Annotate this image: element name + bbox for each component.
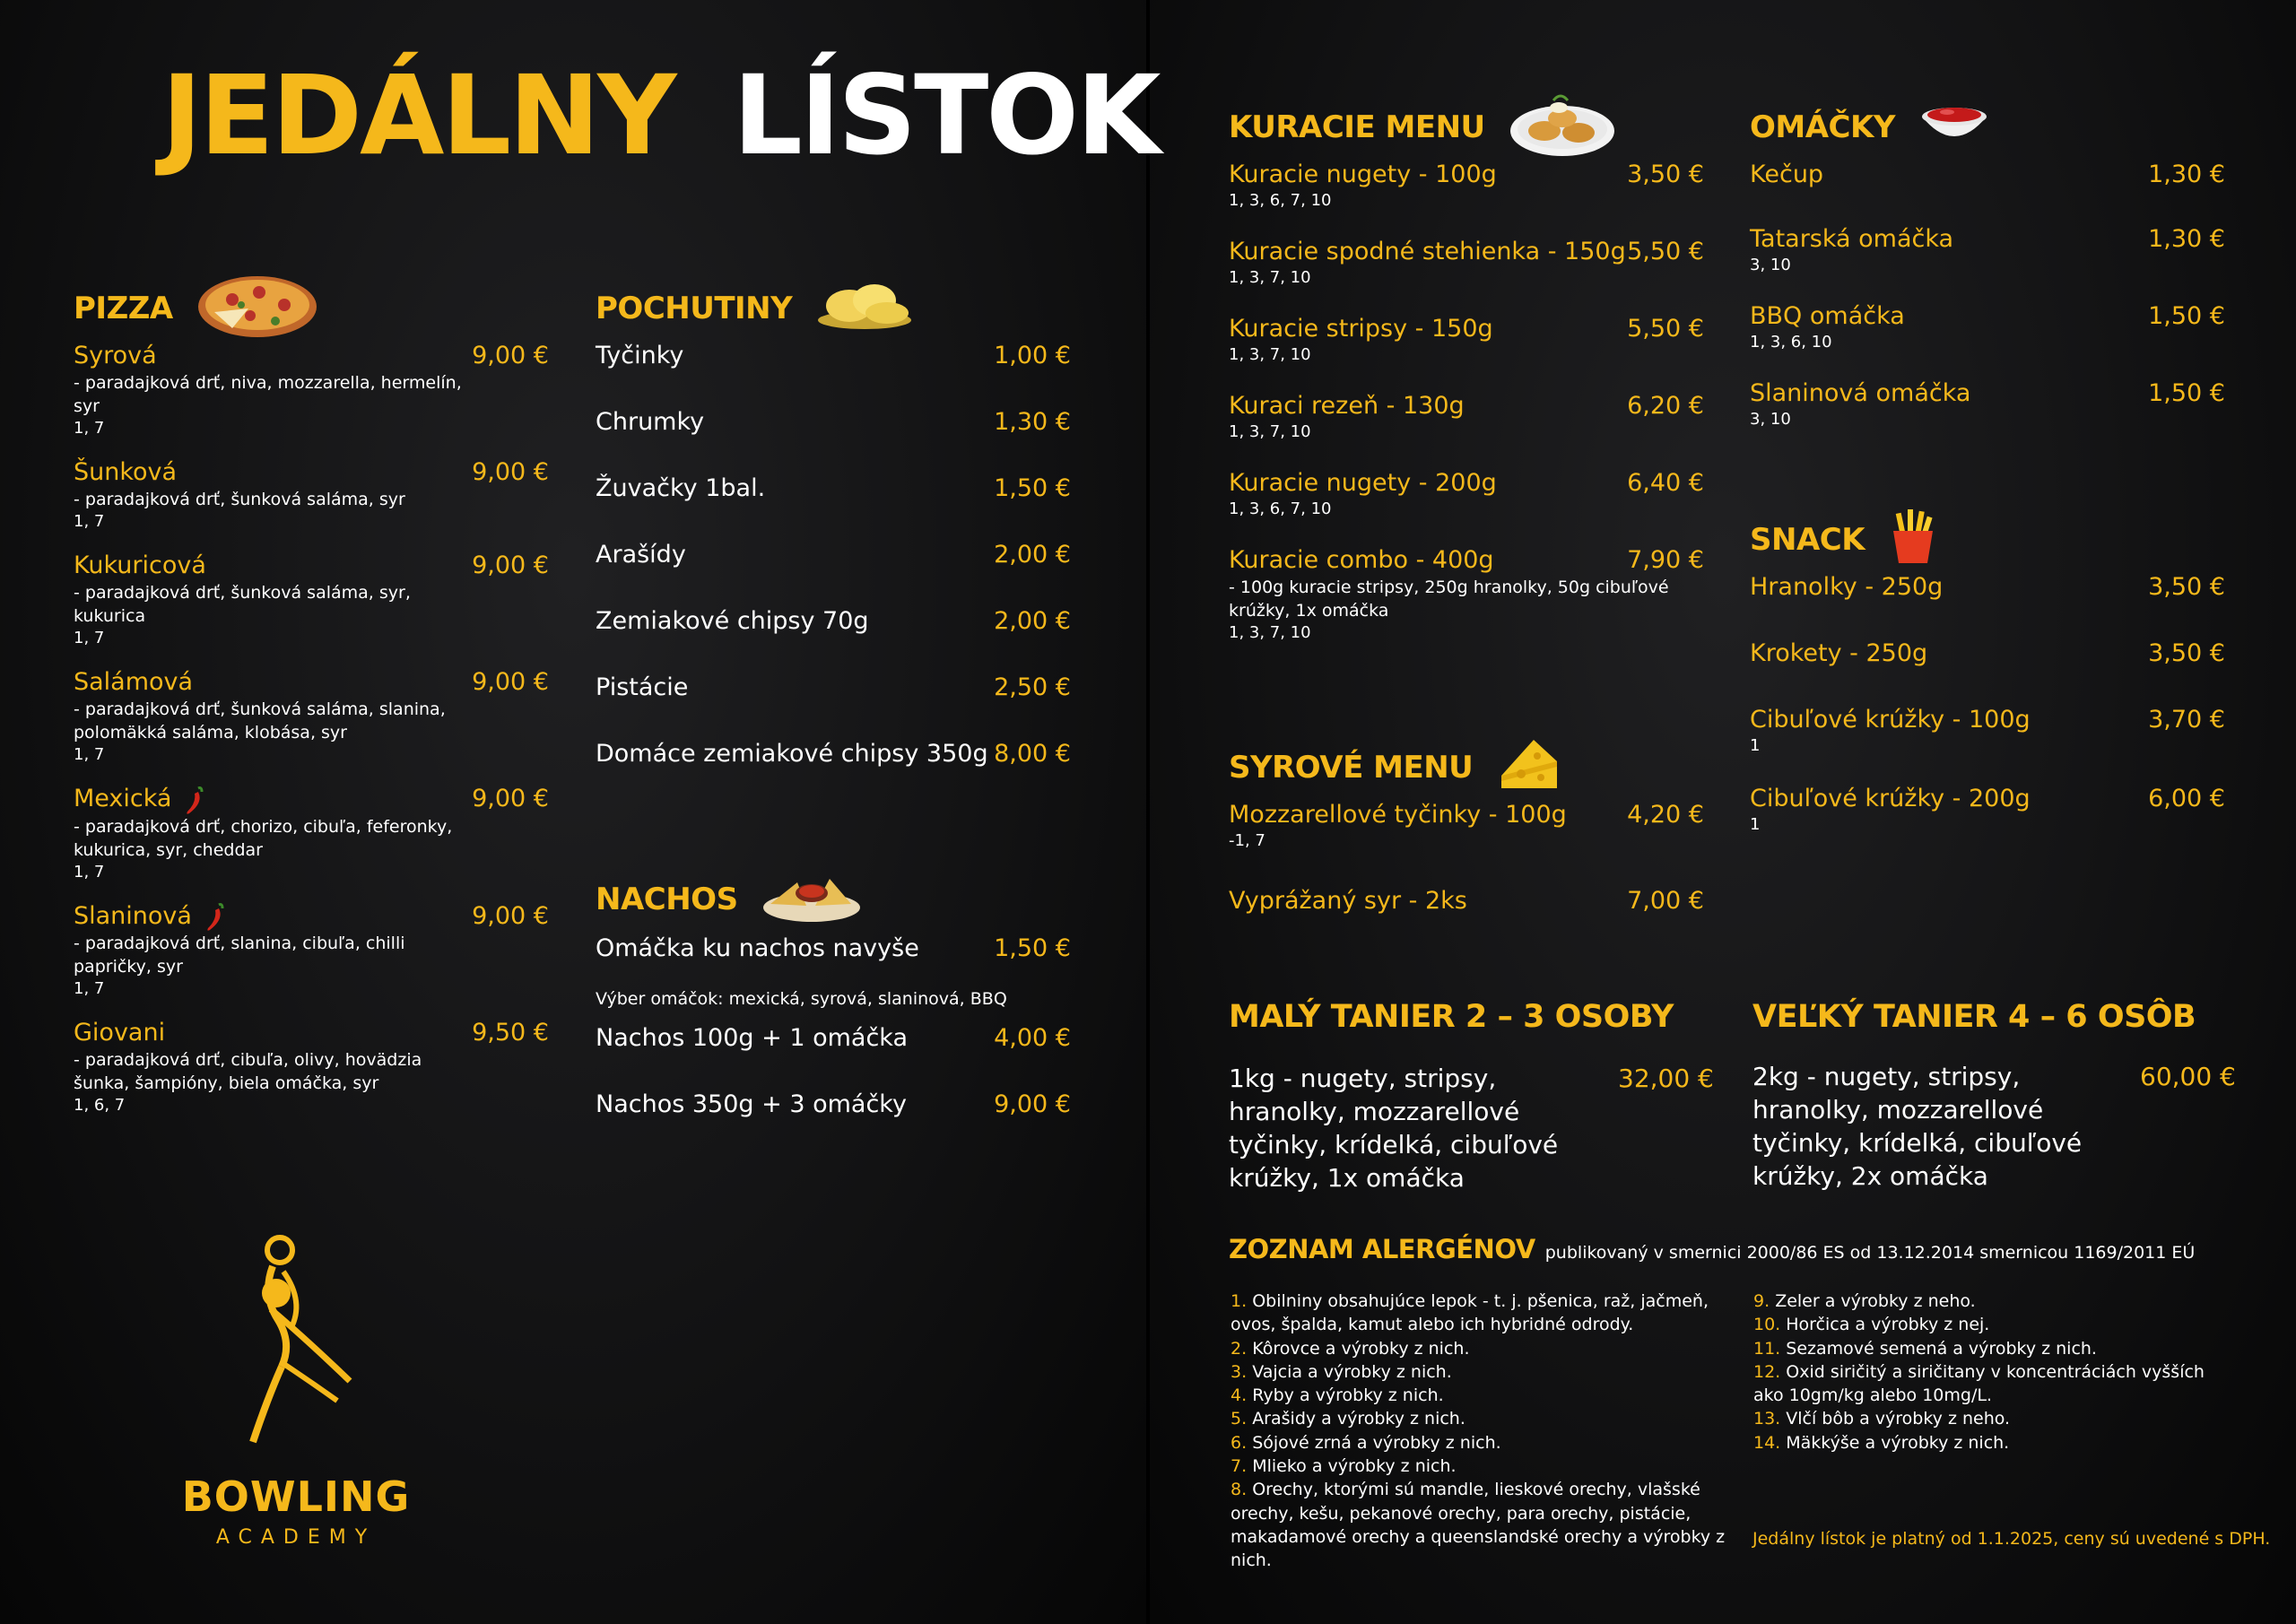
item-price: 1,30 € xyxy=(2148,161,2225,188)
item-price: 2,50 € xyxy=(994,673,1071,701)
item-name-wrap xyxy=(596,739,988,769)
item-allergens: 1, 7 xyxy=(74,862,105,881)
allergen-text: Mäkkýše a výrobky z nich. xyxy=(1786,1432,2010,1453)
item-name: Kečup xyxy=(1750,161,1824,188)
menu-item xyxy=(596,739,1071,769)
snack-heading-text: SNACK xyxy=(1750,522,1866,558)
item-name-wrap xyxy=(1229,237,1626,267)
menu-item xyxy=(596,673,1071,703)
menu-title xyxy=(161,52,1159,179)
menu-item xyxy=(1750,572,2225,603)
item-price: 1,50 € xyxy=(2148,302,2225,330)
item-price: 9,00 € xyxy=(472,458,549,486)
item-row xyxy=(1750,572,2225,603)
item-row xyxy=(1229,800,1704,830)
item-description: - paradajková drť, slanina, cibuľa, chilli papričky, syr xyxy=(74,934,405,977)
omacky-section xyxy=(1750,100,2225,456)
item-row xyxy=(74,341,549,371)
bowler-figure-icon xyxy=(179,1230,413,1463)
item-description: - paradajková drť, cibuľa, olivy, hovädzia šunka, šampióny, biela omáčka, syr xyxy=(74,1050,422,1093)
item-allergens: 1, 3, 7, 10 xyxy=(1229,268,1311,287)
item-price: 5,50 € xyxy=(1627,315,1704,343)
item-name: Arašídy xyxy=(596,541,686,569)
cheese-icon xyxy=(1496,734,1561,802)
item-name: Domáce zemiakové chipsy 350g xyxy=(596,740,988,768)
nachos-sauce-note: Výber omáčok: mexická, syrová, slaninová, BBQ xyxy=(596,989,1007,1009)
snack-heading xyxy=(1750,513,2225,567)
menu-item xyxy=(596,341,1071,371)
menu-item xyxy=(74,784,549,883)
item-name: Hranolky - 250g xyxy=(1750,573,1944,601)
title-word-1: JEDÁLNY xyxy=(161,52,674,179)
item-price: 1,50 € xyxy=(994,474,1071,502)
chili-pepper-icon xyxy=(182,785,205,815)
allergen-title: ZOZNAM ALERGÉNOV xyxy=(1229,1234,1535,1264)
item-row xyxy=(74,784,549,815)
item-name-wrap xyxy=(1229,314,1493,344)
kuracie-section xyxy=(1229,100,1704,669)
item-row xyxy=(596,341,1071,371)
allergen-entry xyxy=(1231,1360,1742,1384)
item-row xyxy=(1750,301,2225,332)
allergen-number: 3. xyxy=(1231,1361,1248,1382)
item-name: Žuvačky 1bal. xyxy=(596,474,766,502)
allergen-heading xyxy=(1229,1234,2195,1264)
item-price: 9,00 € xyxy=(994,1090,1071,1118)
allergen-number: 4. xyxy=(1231,1385,1248,1406)
pizza-heading xyxy=(74,282,549,335)
item-allergens: 1, 7 xyxy=(74,745,105,764)
allergen-number: 11. xyxy=(1753,1338,1781,1359)
item-name: Nachos 350g + 3 omáčky xyxy=(596,1090,907,1118)
item-row xyxy=(1229,160,1704,190)
syrove-list xyxy=(1229,800,1704,916)
item-name: Kuracie combo - 400g xyxy=(1229,546,1494,574)
item-description: - 100g kuracie stripsy, 250g hranolky, 50g cibuľové krúžky, 1x omáčka xyxy=(1229,578,1669,621)
menu-item xyxy=(1229,468,1704,520)
item-row xyxy=(1229,237,1704,267)
item-row xyxy=(596,673,1071,703)
item-row xyxy=(1750,378,2225,409)
allergen-number: 7. xyxy=(1231,1456,1248,1477)
small-plate-price: 32,00 € xyxy=(1618,1064,1714,1093)
chips-icon xyxy=(815,274,914,344)
item-name: Omáčka ku nachos navyše xyxy=(596,934,919,962)
allergen-text: Orechy, ktorými sú mandle, lieskové orechy, vlašské orechy, kešu, pekanové orechy, para orechy, pistácie, makadamové orechy a queenslandské orechy a výrobky z nich. xyxy=(1231,1480,1726,1571)
large-plate-text: 2kg - nugety, stripsy, hranolky, mozzarellové tyčinky, krídelká, cibuľové krúžky, 2x omáčka xyxy=(1752,1062,2083,1191)
kuracie-heading xyxy=(1229,100,1704,154)
pizza-heading-text: PIZZA xyxy=(74,291,173,326)
item-price: 9,00 € xyxy=(472,551,549,579)
item-name: BBQ omáčka xyxy=(1750,302,1905,330)
allergen-entry xyxy=(1231,1478,1742,1572)
allergen-number: 5. xyxy=(1231,1409,1248,1429)
item-price: 3,70 € xyxy=(2148,706,2225,734)
item-allergens: 1, 7 xyxy=(74,512,105,531)
item-row xyxy=(596,1023,1071,1054)
item-name-wrap xyxy=(74,1018,165,1048)
bowling-academy-logo xyxy=(179,1230,413,1553)
item-name: Vyprážaný syr - 2ks xyxy=(1229,887,1467,915)
item-name: Pistácie xyxy=(596,673,689,701)
item-row xyxy=(596,739,1071,769)
allergen-number: 12. xyxy=(1753,1361,1781,1382)
nachos-list xyxy=(596,1023,1071,1120)
allergen-text: Obilniny obsahujúce lepok - t. j. pšenica, raž, jačmeň, ovos, špalda, kamut alebo ich hybridné odrody. xyxy=(1231,1291,1709,1335)
menu-item xyxy=(74,1018,549,1116)
item-name-wrap xyxy=(596,341,683,371)
fries-icon xyxy=(1888,509,1938,571)
logo-word: BOWLING xyxy=(181,1472,411,1521)
allergen-text: Mlieko a výrobky z nich. xyxy=(1252,1456,1457,1477)
item-name-wrap xyxy=(74,784,205,815)
item-name: Mozzarellové tyčinky - 100g xyxy=(1229,801,1567,829)
nachos-extra-item xyxy=(596,934,1071,964)
menu-item xyxy=(1750,224,2225,276)
item-price: 1,30 € xyxy=(2148,225,2225,253)
item-row xyxy=(1229,545,1704,576)
menu-item xyxy=(1750,784,2225,836)
item-row xyxy=(1229,886,1704,916)
item-name: Kuraci rezeň - 130g xyxy=(1229,392,1465,420)
nachos-section xyxy=(596,873,1071,1156)
item-price: 3,50 € xyxy=(1627,161,1704,188)
pochutiny-list xyxy=(596,341,1071,769)
item-row xyxy=(1750,160,2225,190)
snack-section xyxy=(1750,513,2225,863)
item-description: - paradajková drť, niva, mozzarella, hermelín, syr xyxy=(74,373,462,416)
allergen-list-right xyxy=(1753,1290,2238,1455)
allergen-text: Sójové zrná a výrobky z nich. xyxy=(1252,1432,1501,1453)
item-name-wrap xyxy=(596,1023,908,1054)
item-row xyxy=(1229,314,1704,344)
item-name-wrap xyxy=(596,540,686,570)
allergen-entry xyxy=(1231,1455,1742,1478)
item-name: Syrová xyxy=(74,342,157,369)
item-name-wrap xyxy=(1750,784,2031,814)
item-description: - paradajková drť, šunková saláma, slanina, polomäkká saláma, klobása, syr xyxy=(74,699,446,743)
menu-item xyxy=(1750,638,2225,669)
item-row xyxy=(596,606,1071,637)
allergen-entry xyxy=(1753,1313,2238,1336)
title-word-2: LÍSTOK xyxy=(733,52,1159,179)
item-allergens: 1, 3, 7, 10 xyxy=(1229,345,1311,364)
item-price: 9,00 € xyxy=(472,342,549,369)
item-row xyxy=(1750,638,2225,669)
item-allergens: 1 xyxy=(1750,815,1761,834)
item-allergens: 3, 10 xyxy=(1750,410,1791,429)
allergen-entry xyxy=(1753,1407,2238,1430)
allergen-subtitle: publikovaný v smernici 2000/86 ES od 13.12.2014 smernicou 1169/2011 EÚ xyxy=(1544,1243,2196,1263)
item-price: 9,00 € xyxy=(472,785,549,812)
omacky-list xyxy=(1750,160,2225,430)
nachos-icon xyxy=(761,866,862,934)
item-allergens: 1, 7 xyxy=(74,629,105,647)
menu-item xyxy=(1229,886,1704,916)
menu-item xyxy=(596,473,1071,504)
item-name-wrap xyxy=(1229,545,1494,576)
allergen-entry xyxy=(1753,1360,2238,1408)
item-name-wrap xyxy=(74,457,177,488)
item-name: Cibuľové krúžky - 100g xyxy=(1750,706,2031,734)
menu-item xyxy=(74,667,549,766)
page-spine xyxy=(1146,0,1150,1624)
allergen-entry xyxy=(1753,1337,2238,1360)
item-name-wrap xyxy=(1750,301,1905,332)
item-name-wrap xyxy=(596,673,688,703)
item-row xyxy=(1229,391,1704,421)
menu-item xyxy=(1750,705,2225,757)
allergen-text: Oxid siričitý a siričitany v koncentráciách vyšších ako 10gm/kg alebo 10mg/L. xyxy=(1753,1361,2205,1406)
item-row xyxy=(74,901,549,933)
allergen-number: 14. xyxy=(1753,1432,1781,1453)
item-name-wrap xyxy=(1750,638,1927,669)
item-name-wrap xyxy=(1750,160,1823,190)
menu-item xyxy=(1750,378,2225,430)
item-price: 4,00 € xyxy=(994,1024,1071,1052)
item-price: 6,20 € xyxy=(1627,392,1704,420)
item-allergens: 3, 10 xyxy=(1750,256,1791,274)
item-price: 1,00 € xyxy=(994,342,1071,369)
allergen-entry xyxy=(1753,1431,2238,1455)
item-name: Kuracie stripsy - 150g xyxy=(1229,315,1493,343)
item-price: 7,00 € xyxy=(1627,887,1704,915)
item-name: Slaninová omáčka xyxy=(1750,379,1971,407)
kuracie-list xyxy=(1229,160,1704,644)
item-name-wrap xyxy=(74,901,226,933)
item-row xyxy=(596,473,1071,504)
menu-item xyxy=(74,551,549,649)
item-name: Tyčinky xyxy=(596,342,684,369)
item-price: 3,50 € xyxy=(2148,573,2225,601)
allergen-entry xyxy=(1231,1384,1742,1407)
item-name: Tatarská omáčka xyxy=(1750,225,1954,253)
allergen-text: Horčica a výrobky z nej. xyxy=(1786,1315,1990,1335)
allergen-number: 9. xyxy=(1753,1291,1770,1311)
item-name: Krokety - 250g xyxy=(1750,639,1928,667)
item-description: - paradajková drť, chorizo, cibuľa, feferonky, kukurica, syr, cheddar xyxy=(74,816,453,860)
item-name-wrap xyxy=(1229,391,1465,421)
omacky-heading-text: OMÁČKY xyxy=(1750,109,1895,145)
item-price: 1,50 € xyxy=(994,934,1071,962)
item-price: 7,90 € xyxy=(1627,546,1704,574)
allergen-list-left xyxy=(1231,1290,1742,1573)
item-name: Giovani xyxy=(74,1019,166,1046)
menu-item xyxy=(74,457,549,533)
item-description: - paradajková drť, šunková saláma, syr xyxy=(74,490,405,509)
item-name: Mexická xyxy=(74,785,172,812)
item-allergens: 1, 3, 6, 10 xyxy=(1750,333,1832,352)
large-plate-title: VEĽKÝ TANIER 4 – 6 OSÔB xyxy=(1752,999,2196,1035)
allergen-number: 6. xyxy=(1231,1432,1248,1453)
item-description: - paradajková drť, šunková saláma, syr, kukurica xyxy=(74,583,411,626)
allergen-entry xyxy=(1231,1431,1742,1455)
item-price: 9,00 € xyxy=(472,901,549,930)
item-allergens: 1, 3, 7, 10 xyxy=(1229,623,1311,642)
item-allergens: 1, 3, 6, 7, 10 xyxy=(1229,191,1332,210)
validity-note: Jedálny lístok je platný od 1.1.2025, ceny sú uvedené s DPH. xyxy=(1752,1529,2271,1549)
item-name-wrap xyxy=(1229,160,1497,190)
snack-list xyxy=(1750,572,2225,836)
allergen-text: Sezamové semená a výrobky z nich. xyxy=(1786,1338,2097,1359)
item-price: 6,40 € xyxy=(1627,469,1704,497)
chicken-nuggets-icon xyxy=(1509,88,1616,168)
item-row xyxy=(596,1090,1071,1120)
menu-item xyxy=(74,341,549,439)
item-price: 2,00 € xyxy=(994,541,1071,569)
item-name: Cibuľové krúžky - 200g xyxy=(1750,785,2031,812)
syrove-heading xyxy=(1229,741,1704,795)
allergen-entry xyxy=(1231,1407,1742,1430)
menu-item xyxy=(1229,545,1704,644)
item-name-wrap xyxy=(1750,378,1970,409)
item-row xyxy=(74,457,549,488)
item-row xyxy=(74,551,549,581)
allergen-entry xyxy=(1231,1290,1742,1337)
item-row xyxy=(1750,224,2225,255)
item-name: Salámová xyxy=(74,668,194,696)
allergen-text: Ryby a výrobky z nich. xyxy=(1252,1385,1444,1406)
item-row xyxy=(596,407,1071,438)
item-row xyxy=(1229,468,1704,499)
menu-item xyxy=(1750,160,2225,190)
item-price: 9,50 € xyxy=(472,1019,549,1046)
menu-item xyxy=(1229,314,1704,366)
ketchup-bowl-icon xyxy=(1918,99,1990,157)
item-allergens: 1, 7 xyxy=(74,979,105,998)
allergen-text: Vlčí bôb a výrobky z neho. xyxy=(1786,1409,2011,1429)
chili-pepper-icon xyxy=(203,901,226,932)
item-name-wrap xyxy=(596,407,704,438)
item-name: Kuracie spodné stehienka - 150g xyxy=(1229,238,1626,265)
item-allergens: 1, 3, 7, 10 xyxy=(1229,422,1311,441)
item-name: Kukuricová xyxy=(74,551,206,579)
allergen-entry xyxy=(1231,1337,1742,1360)
allergen-number: 8. xyxy=(1231,1480,1248,1500)
small-plate-text: 1kg - nugety, stripsy, hranolky, mozzarellové tyčinky, krídelká, cibuľové krúžky, 1x omáčka xyxy=(1229,1064,1559,1193)
item-name-wrap xyxy=(1229,468,1497,499)
omacky-heading xyxy=(1750,100,2225,154)
item-name-wrap xyxy=(1229,800,1567,830)
item-name-wrap xyxy=(1750,705,2031,735)
item-name: Zemiakové chipsy 70g xyxy=(596,607,869,635)
nachos-heading xyxy=(596,873,1071,926)
item-allergens: 1 xyxy=(1750,736,1761,755)
item-row xyxy=(74,667,549,698)
item-name: Kuracie nugety - 100g xyxy=(1229,161,1497,188)
item-price: 8,00 € xyxy=(994,740,1071,768)
allergen-number: 2. xyxy=(1231,1338,1248,1359)
syrove-section xyxy=(1229,741,1704,951)
menu-item xyxy=(596,1023,1071,1054)
item-name: Slaninová xyxy=(74,901,192,930)
item-name-wrap xyxy=(1750,224,1953,255)
pizza-list xyxy=(74,341,549,1116)
item-name: Šunková xyxy=(74,458,178,486)
item-allergens: 1, 7 xyxy=(74,419,105,438)
menu-item xyxy=(74,901,549,1001)
logo-subword: ACADEMY xyxy=(215,1526,377,1549)
menu-item xyxy=(596,1090,1071,1120)
large-plate-price: 60,00 € xyxy=(2140,1062,2236,1091)
item-price: 2,00 € xyxy=(994,607,1071,635)
menu-item xyxy=(596,407,1071,438)
item-allergens: -1, 7 xyxy=(1229,831,1265,850)
item-name-wrap xyxy=(74,551,206,581)
pizza-icon xyxy=(196,269,318,349)
nachos-heading-text: NACHOS xyxy=(596,881,738,917)
pochutiny-section xyxy=(596,282,1071,805)
item-name-wrap xyxy=(1229,886,1467,916)
item-price: 3,50 € xyxy=(2148,639,2225,667)
allergen-text: Arašidy a výrobky z nich. xyxy=(1252,1409,1465,1429)
small-plate-title: MALÝ TANIER 2 – 3 OSOBY xyxy=(1229,999,1674,1035)
item-name: Kuracie nugety - 200g xyxy=(1229,469,1497,497)
allergen-entry xyxy=(1753,1290,2238,1313)
allergen-text: Vajcia a výrobky z nich. xyxy=(1252,1361,1452,1382)
item-name-wrap xyxy=(596,473,765,504)
item-name: Chrumky xyxy=(596,408,705,436)
item-name-wrap xyxy=(74,341,157,371)
item-name-wrap xyxy=(596,1090,907,1120)
item-name-wrap xyxy=(74,667,193,698)
item-price: 5,50 € xyxy=(1627,238,1704,265)
item-price: 4,20 € xyxy=(1627,801,1704,829)
allergen-number: 1. xyxy=(1231,1291,1248,1311)
item-row xyxy=(74,1018,549,1048)
allergen-text: Kôrovce a výrobky z nich. xyxy=(1252,1338,1470,1359)
item-price: 9,00 € xyxy=(472,668,549,696)
item-allergens: 1, 3, 6, 7, 10 xyxy=(1229,499,1332,518)
item-allergens: 1, 6, 7 xyxy=(74,1096,126,1115)
pizza-section xyxy=(74,282,549,1134)
syrove-heading-text: SYROVÉ MENU xyxy=(1229,750,1474,786)
pochutiny-heading xyxy=(596,282,1071,335)
item-name-wrap xyxy=(1750,572,1943,603)
menu-item xyxy=(1229,237,1704,289)
item-name: Nachos 100g + 1 omáčka xyxy=(596,1024,909,1052)
menu-item xyxy=(1229,160,1704,212)
menu-item xyxy=(1229,800,1704,852)
item-price: 6,00 € xyxy=(2148,785,2225,812)
item-row xyxy=(596,540,1071,570)
item-row xyxy=(1750,784,2225,814)
item-price: 1,30 € xyxy=(994,408,1071,436)
item-name-wrap xyxy=(596,606,869,637)
item-price: 1,50 € xyxy=(2148,379,2225,407)
menu-item xyxy=(1229,391,1704,443)
allergen-text: Zeler a výrobky z neho. xyxy=(1775,1291,1976,1311)
menu-item xyxy=(596,606,1071,637)
kuracie-heading-text: KURACIE MENU xyxy=(1229,109,1485,145)
item-row xyxy=(1750,705,2225,735)
menu-item xyxy=(1750,301,2225,353)
allergen-number: 13. xyxy=(1753,1409,1781,1429)
menu-item xyxy=(596,540,1071,570)
pochutiny-heading-text: POCHUTINY xyxy=(596,291,793,326)
allergen-number: 10. xyxy=(1753,1315,1781,1335)
